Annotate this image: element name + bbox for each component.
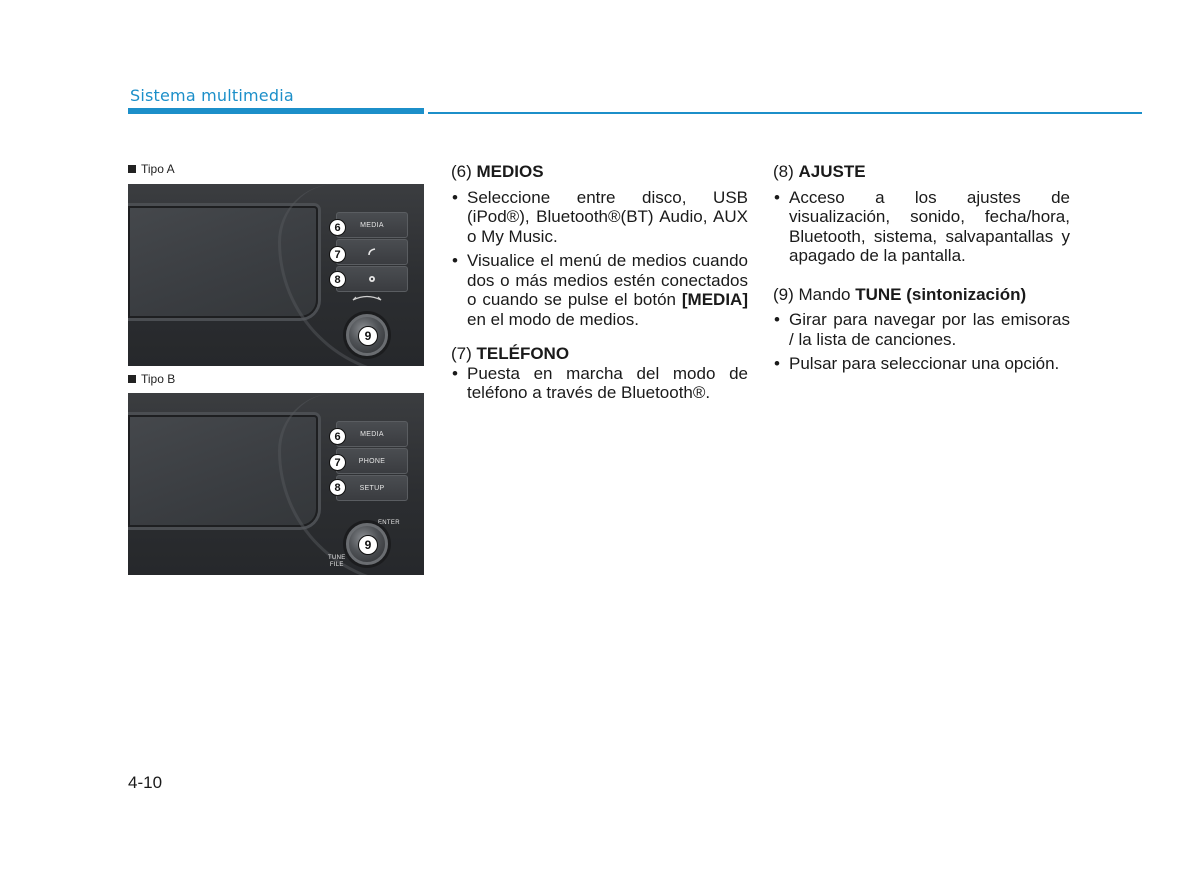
section-7-number: (7) xyxy=(451,344,477,363)
section-8-heading xyxy=(773,162,1070,182)
phone-button xyxy=(336,239,408,265)
header-rule-thin xyxy=(428,112,1142,114)
media-button xyxy=(336,212,408,238)
page-number: 4-10 xyxy=(128,773,163,792)
square-bullet-icon xyxy=(128,165,136,173)
list-item: • Seleccione entre disco, USB (iPod®), Bluetooth®(BT) Audio, AUX o My Music. xyxy=(451,188,748,247)
section-9-title: TUNE (sintonización) xyxy=(855,284,1027,304)
section-6-number: (6) xyxy=(451,162,477,181)
setup-button-label: SETUP xyxy=(359,484,385,492)
callout-7: 7 xyxy=(329,246,346,263)
section-6-list xyxy=(451,188,748,330)
list-item: • Puesta en marcha del modo de teléfono a través de Bluetooth®. xyxy=(451,364,748,403)
header-title: Sistema multimedia xyxy=(130,86,294,105)
text-column-1 xyxy=(451,162,748,408)
figure-b-label xyxy=(128,372,175,386)
section-8-number: (8) xyxy=(773,162,799,181)
figure-a-panel xyxy=(128,184,424,366)
phone-button xyxy=(336,448,408,474)
callout-8: 8 xyxy=(329,271,346,288)
section-8-list xyxy=(773,188,1070,266)
figure-b-panel xyxy=(128,393,424,575)
square-bullet-icon xyxy=(128,375,136,383)
section-6-heading xyxy=(451,162,748,182)
media-button-label: MEDIA xyxy=(360,221,384,229)
callout-7: 7 xyxy=(329,454,346,471)
media-button xyxy=(336,421,408,447)
section-9-list xyxy=(773,310,1070,374)
figure-b-label-text: Tipo B xyxy=(141,372,176,386)
section-6-title: MEDIOS xyxy=(476,162,544,181)
callout-9: 9 xyxy=(358,535,378,555)
section-9-heading xyxy=(773,285,1070,305)
section-7-list xyxy=(451,364,748,403)
section-8-title: AJUSTE xyxy=(798,162,866,181)
list-item: • Visualice el menú de medios cuando dos o más medios estén conectados o cuando se pulse el botón [MEDIA] en el modo de medios. xyxy=(451,251,748,329)
text-column-2 xyxy=(773,162,1070,379)
section-7-heading xyxy=(451,344,748,364)
setup-button xyxy=(336,266,408,292)
callout-6: 6 xyxy=(329,428,346,445)
gear-icon xyxy=(367,274,377,284)
phone-icon xyxy=(367,247,377,257)
list-item: • Acceso a los ajustes de visualización, sonido, fecha/hora, Bluetooth, sistema, salvapantallas y apagado de la pantalla. xyxy=(773,188,1070,266)
figure-a-label xyxy=(128,162,175,176)
enter-label: ENTER xyxy=(378,520,400,526)
header-rule-thick xyxy=(128,108,424,114)
section-7-title: TELÉFONO xyxy=(476,344,570,363)
list-item: • Girar para navegar por las emisoras / la lista de canciones. xyxy=(773,310,1070,349)
tune-knob xyxy=(346,523,388,565)
callout-8: 8 xyxy=(329,479,346,496)
callout-6: 6 xyxy=(329,219,346,236)
setup-button xyxy=(336,475,408,501)
media-button-label: MEDIA xyxy=(360,430,384,438)
callout-9: 9 xyxy=(358,326,378,346)
list-item: • Pulsar para seleccionar una opción. xyxy=(773,354,1070,374)
tune-file-label: TUNE FILE xyxy=(328,555,346,568)
rotate-arrow-icon xyxy=(350,292,384,302)
phone-button-label: PHONE xyxy=(358,457,386,465)
tune-knob xyxy=(346,314,388,356)
figure-a-label-text: Tipo A xyxy=(141,162,175,176)
section-9-number: (9) Mando xyxy=(773,284,856,304)
